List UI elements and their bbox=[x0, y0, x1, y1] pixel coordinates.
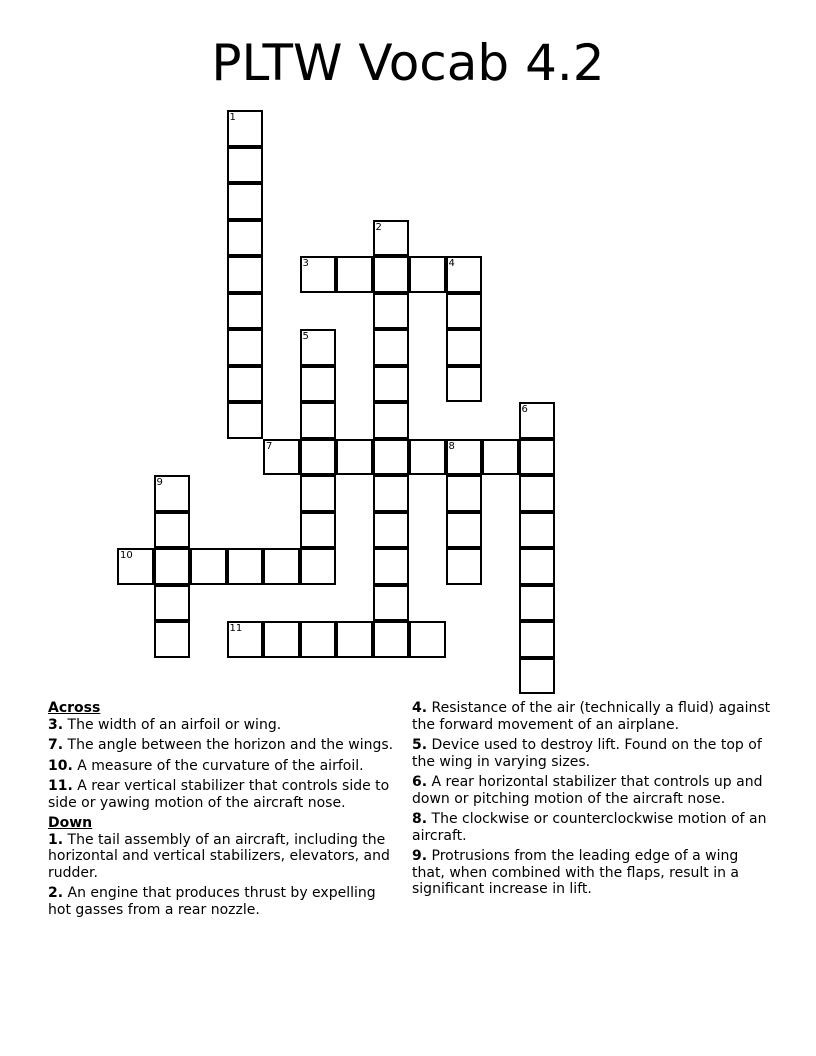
down-heading: Down bbox=[48, 815, 93, 831]
grid-cell[interactable] bbox=[263, 548, 300, 585]
grid-cell[interactable] bbox=[227, 366, 264, 403]
puzzle-title: PLTW Vocab 4.2 bbox=[211, 34, 605, 92]
grid-cell[interactable] bbox=[373, 220, 410, 257]
clue-down-1 bbox=[48, 832, 403, 882]
grid-cell[interactable] bbox=[446, 366, 483, 403]
across-heading: Across bbox=[48, 700, 101, 716]
grid-cell[interactable] bbox=[373, 366, 410, 403]
grid-cell[interactable] bbox=[446, 293, 483, 330]
clue-across-7 bbox=[48, 737, 403, 754]
cell-number: 9 bbox=[156, 477, 163, 488]
grid-cell[interactable] bbox=[300, 512, 337, 549]
grid-cell[interactable] bbox=[263, 439, 300, 476]
grid-cell[interactable] bbox=[227, 293, 264, 330]
grid-cell[interactable] bbox=[227, 220, 264, 257]
grid-cell[interactable] bbox=[446, 329, 483, 366]
grid-cell[interactable] bbox=[519, 548, 556, 585]
grid-cell[interactable] bbox=[373, 475, 410, 512]
cell-number: 2 bbox=[375, 221, 382, 233]
clues-column-right bbox=[412, 700, 772, 902]
grid-cell[interactable] bbox=[154, 621, 191, 658]
clue-down-5 bbox=[412, 737, 772, 770]
grid-cell[interactable] bbox=[409, 621, 446, 658]
grid-cell[interactable] bbox=[519, 402, 556, 439]
clue-text: An engine that produces thrust by expelling hot gasses from a rear nozzle. bbox=[48, 885, 376, 918]
grid-cell[interactable] bbox=[154, 548, 191, 585]
grid-cell[interactable] bbox=[154, 585, 191, 622]
clue-across-10 bbox=[48, 758, 403, 775]
grid-cell[interactable] bbox=[227, 147, 264, 184]
clue-text: A rear horizontal stabilizer that controls up and down or pitching motion of the aircraft nose. bbox=[412, 774, 763, 807]
cell-number: 7 bbox=[266, 440, 273, 452]
cell-number: 1 bbox=[229, 112, 236, 123]
grid-cell[interactable] bbox=[227, 402, 264, 439]
clue-number: 3. bbox=[48, 716, 64, 733]
grid-cell[interactable] bbox=[227, 621, 264, 658]
grid-cell[interactable] bbox=[227, 110, 264, 147]
cell-number: 4 bbox=[448, 258, 455, 269]
grid-cell[interactable] bbox=[409, 256, 446, 293]
grid-cell[interactable] bbox=[300, 366, 337, 403]
grid-cell[interactable] bbox=[117, 548, 154, 585]
grid-cell[interactable] bbox=[373, 585, 410, 622]
grid-cell[interactable] bbox=[446, 256, 483, 293]
grid-cell[interactable] bbox=[336, 439, 373, 476]
grid-cell[interactable] bbox=[263, 621, 300, 658]
grid-cell[interactable] bbox=[190, 548, 227, 585]
grid-cell[interactable] bbox=[154, 512, 191, 549]
clue-across-11 bbox=[48, 778, 403, 811]
grid-cell[interactable] bbox=[519, 475, 556, 512]
grid-cell[interactable] bbox=[409, 439, 446, 476]
grid-cell[interactable] bbox=[373, 329, 410, 366]
grid-cell[interactable] bbox=[373, 512, 410, 549]
cell-number: 8 bbox=[448, 440, 455, 452]
grid-cell[interactable] bbox=[373, 621, 410, 658]
grid-cell[interactable] bbox=[446, 475, 483, 512]
clue-text: The clockwise or counterclockwise motion of an aircraft. bbox=[412, 811, 767, 844]
grid-cell[interactable] bbox=[373, 439, 410, 476]
clue-number: 8. bbox=[412, 811, 428, 827]
clue-number: 11. bbox=[48, 778, 73, 794]
clue-text: A measure of the curvature of the airfoil. bbox=[77, 757, 364, 774]
clue-across-3 bbox=[48, 717, 403, 734]
clue-number: 10. bbox=[48, 757, 73, 774]
clue-text: The tail assembly of an aircraft, including the horizontal and vertical stabilizers, elevators, and rudder. bbox=[48, 831, 390, 881]
cell-number: 5 bbox=[302, 331, 309, 342]
clue-down-6 bbox=[412, 774, 772, 807]
clue-down-4 bbox=[412, 700, 772, 733]
grid-cell[interactable] bbox=[519, 585, 556, 622]
clue-number: 4. bbox=[412, 700, 428, 716]
grid-cell[interactable] bbox=[300, 402, 337, 439]
clue-number: 2. bbox=[48, 885, 64, 901]
clue-down-9 bbox=[412, 848, 772, 898]
clues-column-left bbox=[48, 700, 403, 922]
cell-number: 11 bbox=[229, 623, 243, 634]
grid-cell[interactable] bbox=[336, 256, 373, 293]
grid-cell[interactable] bbox=[300, 548, 337, 585]
grid-cell[interactable] bbox=[373, 402, 410, 439]
grid-cell[interactable] bbox=[373, 293, 410, 330]
grid-cell[interactable] bbox=[227, 329, 264, 366]
clue-text: Resistance of the air (technically a fluid) against the forward movement of an airplane. bbox=[412, 700, 771, 733]
clue-text: Protrusions from the leading edge of a wing that, when combined with the flaps, result in a significant increase in lift. bbox=[412, 848, 739, 897]
clue-number: 1. bbox=[48, 831, 64, 848]
cell-number: 3 bbox=[302, 258, 309, 269]
cell-number: 10 bbox=[120, 550, 133, 561]
grid-cell[interactable] bbox=[300, 439, 337, 476]
grid-cell[interactable] bbox=[300, 475, 337, 512]
grid-cell[interactable] bbox=[300, 329, 337, 366]
grid-cell[interactable] bbox=[446, 548, 483, 585]
clue-number: 7. bbox=[48, 737, 64, 753]
grid-cell[interactable] bbox=[227, 183, 264, 220]
clue-text: A rear vertical stabilizer that controls side to side or yawing motion of the aircraft nose. bbox=[48, 778, 390, 811]
grid-cell[interactable] bbox=[227, 548, 264, 585]
grid-cell[interactable] bbox=[519, 621, 556, 658]
clue-text: The width of an airfoil or wing. bbox=[67, 716, 282, 733]
clue-down-2 bbox=[48, 885, 403, 918]
grid-cell[interactable] bbox=[519, 658, 556, 695]
grid-cell[interactable] bbox=[519, 439, 556, 476]
grid-cell[interactable] bbox=[336, 621, 373, 658]
grid-cell[interactable] bbox=[300, 621, 337, 658]
grid-cell[interactable] bbox=[300, 256, 337, 293]
clue-text: The angle between the horizon and the wings. bbox=[67, 737, 394, 753]
grid-cell[interactable] bbox=[227, 256, 264, 293]
cell-number: 6 bbox=[521, 404, 528, 415]
clue-number: 5. bbox=[412, 737, 428, 753]
grid-cell[interactable] bbox=[154, 475, 191, 512]
clue-number: 6. bbox=[412, 774, 428, 790]
grid-cell[interactable] bbox=[373, 548, 410, 585]
grid-cell[interactable] bbox=[446, 512, 483, 549]
grid-cell[interactable] bbox=[482, 439, 519, 476]
grid-cell[interactable] bbox=[446, 439, 483, 476]
clue-text: Device used to destroy lift. Found on the top of the wing in varying sizes. bbox=[412, 737, 762, 770]
clue-down-8 bbox=[412, 811, 772, 844]
grid-cell[interactable] bbox=[373, 256, 410, 293]
clue-number: 9. bbox=[412, 848, 428, 864]
grid-cell[interactable] bbox=[519, 512, 556, 549]
